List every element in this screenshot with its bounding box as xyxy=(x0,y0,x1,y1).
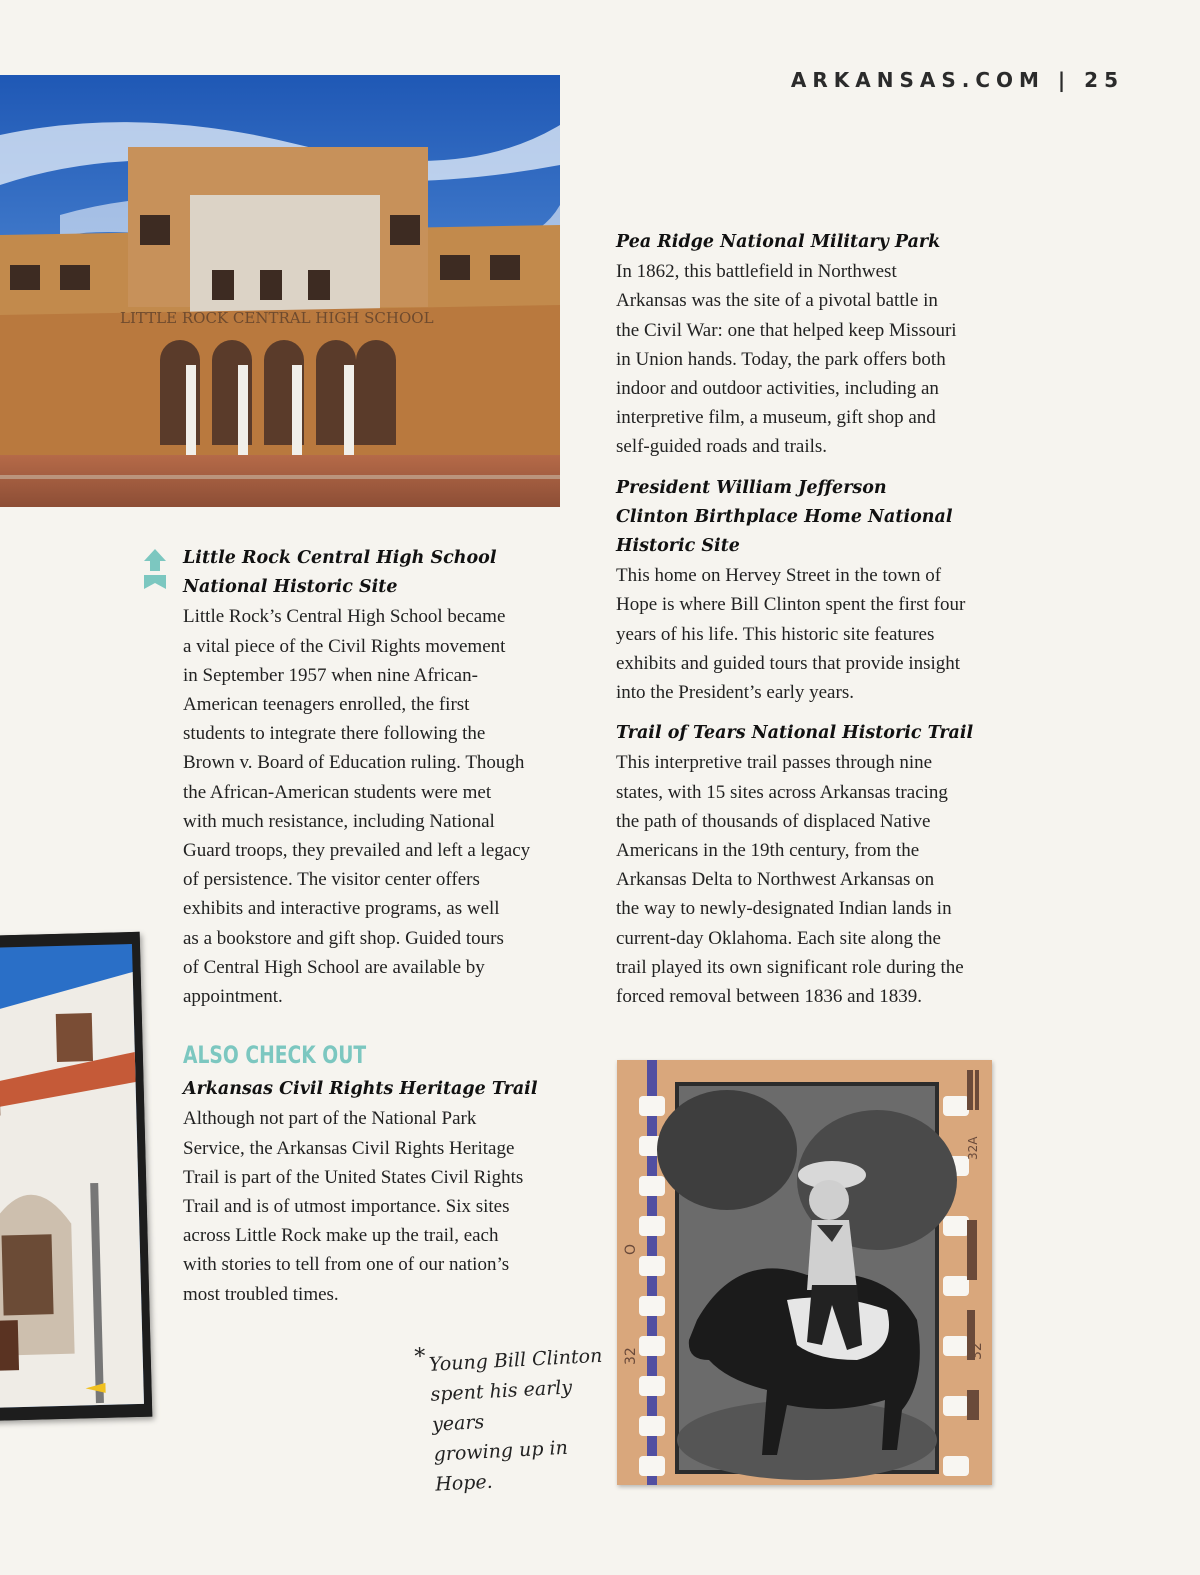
body-line: across Little Rock make up the trail, each xyxy=(183,1225,499,1247)
body-line: In 1862, this battlefield in Northwest xyxy=(616,261,897,283)
body-line: in Union hands. Today, the park offers both xyxy=(616,348,946,370)
heritage-trail-body xyxy=(183,1104,583,1308)
caption-line: spent his early years xyxy=(429,1376,573,1436)
body-line: current-day Oklahoma. Each site along the xyxy=(616,927,941,949)
body-line: the Civil War: one that helped keep Missouri xyxy=(616,319,957,341)
central-high-title-line2: National Historic Site xyxy=(183,577,398,598)
body-line: American teenagers enrolled, the first xyxy=(183,694,470,716)
page-header: ARKANSAS.COM | 25 xyxy=(790,68,1124,92)
body-line: students to integrate there following the xyxy=(183,723,486,745)
body-line: Brown v. Board of Education ruling. Though xyxy=(183,752,525,774)
central-high-title-line1: Little Rock Central High School xyxy=(183,548,497,568)
photo-caption xyxy=(414,1340,632,1501)
body-line: trail played its own significant role during the xyxy=(616,956,964,978)
heritage-trail-title: Arkansas Civil Rights Heritage Trail xyxy=(183,1079,538,1100)
body-line: the African-American students were met xyxy=(183,781,492,803)
body-line: Service, the Arkansas Civil Rights Heritage xyxy=(183,1137,515,1159)
body-line: most troubled times. xyxy=(183,1283,339,1305)
body-line: Americans in the 19th century, from the xyxy=(616,840,920,862)
film-frame-number: 32A xyxy=(966,1136,980,1160)
body-line: This home on Hervey Street in the town of xyxy=(616,565,942,587)
clinton-body xyxy=(616,561,1016,707)
clinton-title-line2: Clinton Birthplace Home National xyxy=(616,506,953,527)
body-line: years of his life. This historic site features xyxy=(616,623,935,645)
location-marker-icon xyxy=(144,549,166,594)
body-line: the way to newly-designated Indian lands in xyxy=(616,898,952,920)
body-line: a vital piece of the Civil Rights movement xyxy=(183,635,506,657)
body-line: Trail is part of the United States Civil Rights xyxy=(183,1166,524,1188)
clinton-film-strip-photo xyxy=(617,1060,992,1485)
asterisk-icon: * xyxy=(413,1344,427,1370)
body-line: appointment. xyxy=(183,986,283,1008)
left-text-column xyxy=(183,544,583,1309)
school-sign-text: LITTLE ROCK CENTRAL HIGH SCHOOL xyxy=(120,309,434,327)
body-line: Guard troops, they prevailed and left a legacy xyxy=(183,840,531,862)
body-line: Little Rock’s Central High School became xyxy=(183,606,506,628)
central-high-school-photo xyxy=(0,75,560,507)
also-check-out-heading: ALSO CHECK OUT xyxy=(183,1041,367,1070)
trail-of-tears-body xyxy=(616,748,1016,1011)
body-line: with much resistance, including National xyxy=(183,810,495,832)
body-line: states, with 15 sites across Arkansas tracing xyxy=(616,781,948,803)
body-line: self-guided roads and trails. xyxy=(616,436,828,458)
film-frame-number: 32 xyxy=(969,1342,985,1360)
body-line: of Central High School are available by xyxy=(183,956,485,978)
body-line: This interpretive trail passes through nine xyxy=(616,752,933,774)
film-frame-number: O xyxy=(623,1243,639,1255)
body-line: Although not part of the National Park xyxy=(183,1108,477,1130)
body-line: of persistence. The visitor center offers xyxy=(183,869,480,891)
body-line: Arkansas was the site of a pivotal battle in xyxy=(616,290,938,312)
caption-line: growing up in Hope. xyxy=(433,1436,569,1496)
body-line: Trail and is of utmost importance. Six sites xyxy=(183,1196,510,1218)
body-line: as a bookstore and gift shop. Guided tours xyxy=(183,927,504,949)
body-line: Arkansas Delta to Northwest Arkansas on xyxy=(616,869,935,891)
body-line: forced removal between 1836 and 1839. xyxy=(616,986,923,1008)
body-line: Hope is where Bill Clinton spent the first four xyxy=(616,594,966,616)
body-line: indoor and outdoor activities, including an xyxy=(616,378,939,400)
body-line: into the President’s early years. xyxy=(616,682,854,704)
caption-line: Young Bill Clinton xyxy=(428,1344,603,1376)
bathhouse-photo xyxy=(0,932,152,1421)
trail-of-tears-title: Trail of Tears National Historic Trail xyxy=(616,723,974,744)
pea-ridge-body xyxy=(616,257,1016,461)
central-high-body xyxy=(183,602,583,1011)
clinton-title-line3: Historic Site xyxy=(616,536,740,557)
pea-ridge-title: Pea Ridge National Military Park xyxy=(616,232,941,252)
body-line: exhibits and guided tours that provide insight xyxy=(616,652,961,674)
right-text-column xyxy=(616,228,1016,1011)
body-line: in September 1957 when nine African- xyxy=(183,664,478,686)
body-line: the path of thousands of displaced Native xyxy=(616,810,931,832)
body-line: exhibits and interactive programs, as well xyxy=(183,898,500,920)
body-line: interpretive film, a museum, gift shop and xyxy=(616,407,936,429)
body-line: with stories to tell from one of our nation’s xyxy=(183,1254,510,1276)
clinton-title-line1: President William Jefferson xyxy=(616,477,887,498)
film-frame-number: 32 xyxy=(623,1347,639,1365)
